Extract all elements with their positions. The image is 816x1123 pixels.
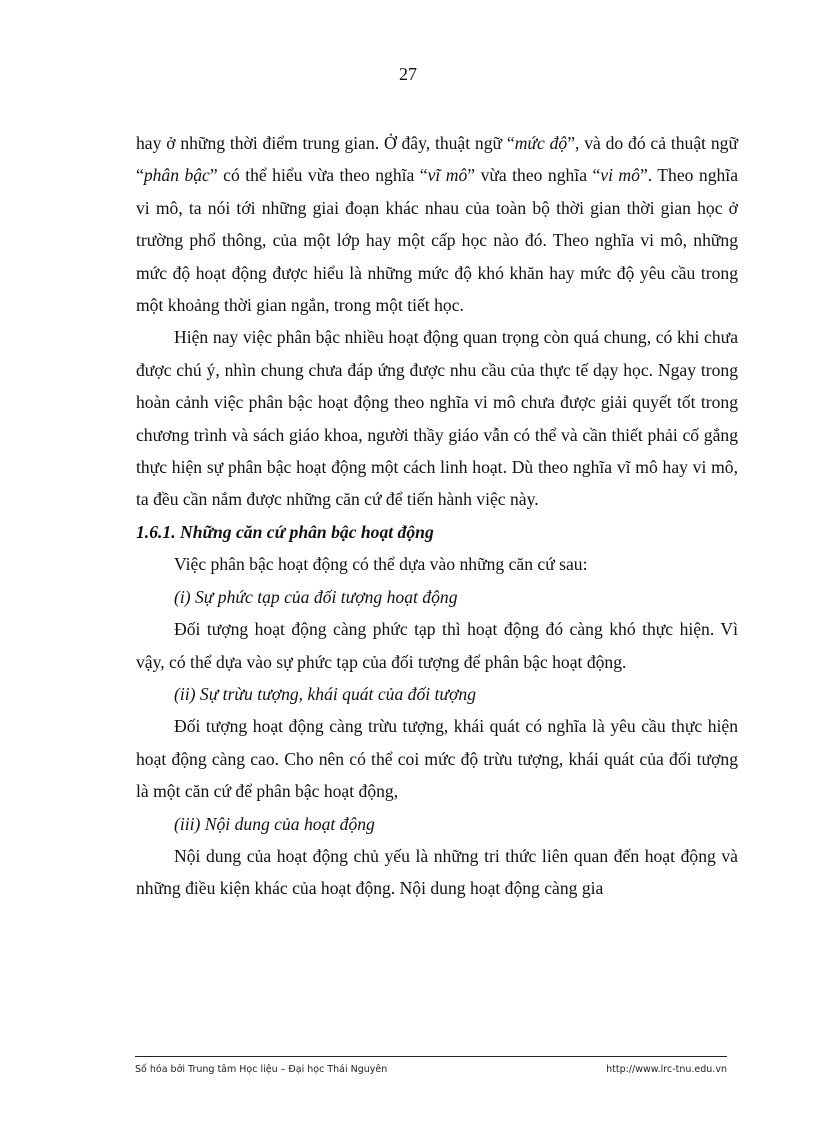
italic-term: vĩ mô	[427, 165, 468, 186]
text-run: ”. Theo nghĩa vi mô, ta nói tới những giai đoạn khác nhau của toàn bộ thời gian thời gian học ở trường phổ thông, của một lớp hay một cấp học nào đó. Theo nghĩa vi mô, những mức độ hoạt động được hiểu là những mức độ khó khăn hay mức độ yêu cầu trong một khoảng thời gian ngắn, trong một tiết học.	[136, 165, 738, 316]
page-body	[136, 127, 738, 905]
italic-term: phân bậc	[143, 165, 210, 186]
criterion-body-3: Nội dung của hoạt động chủ yếu là những tri thức liên quan đến hoạt động và những điều kiện khác của hoạt động. Nội dung hoạt động càng gia	[136, 845, 738, 899]
footer-divider	[135, 1056, 727, 1057]
criterion-body-2: Đối tượng hoạt động càng trừu tượng, khái quát có nghĩa là yêu cầu thực hiện hoạt động càng cao. Cho nên có thể coi mức độ trừu tượng, khái quát của đối tượng là một căn cứ để phân bậc hoạt động,	[136, 716, 738, 802]
text-run: ” có thể hiểu vừa theo nghĩa “	[209, 165, 428, 186]
criterion-body-1: Đối tượng hoạt động càng phức tạp thì hoạt động đó càng khó thực hiện. Vì vậy, có thể dựa vào sự phức tạp của đối tượng để phân bậc hoạt động.	[136, 619, 738, 672]
text-run: ”, và do đó cả thuật ngữ “	[136, 133, 738, 186]
criterion-title-3: (iii) Nội dung của hoạt động	[174, 813, 375, 834]
text-run: ” vừa theo nghĩa “	[467, 165, 601, 186]
italic-term: vi mô	[600, 165, 640, 186]
criterion-title-1: (i) Sự phức tạp của đối tượng hoạt động	[174, 586, 458, 607]
paragraph-1	[136, 127, 738, 321]
page-number: 27	[399, 64, 417, 84]
criterion-title-2: (ii) Sự trừu tượng, khái quát của đối tượng	[174, 683, 476, 704]
footer-credit: Số hóa bởi Trung tâm Học liệu – Đại học Thái Nguyên	[135, 1064, 388, 1075]
paragraph-2: Hiện nay việc phân bậc nhiều hoạt động quan trọng còn quá chung, có khi chưa được chú ý, nhìn chung chưa đáp ứng được nhu cầu của thực tế dạy học. Ngay trong hoàn cảnh việc phân bậc hoạt động theo nghĩa vi mô chưa được giải quyết tốt trong chương trình và sách giáo khoa, người thầy giáo vẫn có thể và cần thiết phải cố gắng thực hiện sự phân bậc hoạt động một cách linh hoạt. Dù theo nghĩa vĩ mô hay vi mô, ta đều cần nắm được những căn cứ để tiến hành việc này.	[136, 327, 738, 510]
section-heading: 1.6.1. Những căn cứ phân bậc hoạt động	[136, 521, 434, 542]
text-run: hay ở những thời điểm trung gian. Ở đây, thuật ngữ “	[136, 133, 515, 153]
section-intro: Việc phân bậc hoạt động có thể dựa vào những căn cứ sau:	[174, 554, 588, 575]
footer-url-link[interactable]: http://www.lrc-tnu.edu.vn	[606, 1064, 727, 1075]
italic-term: mức độ	[514, 133, 568, 153]
